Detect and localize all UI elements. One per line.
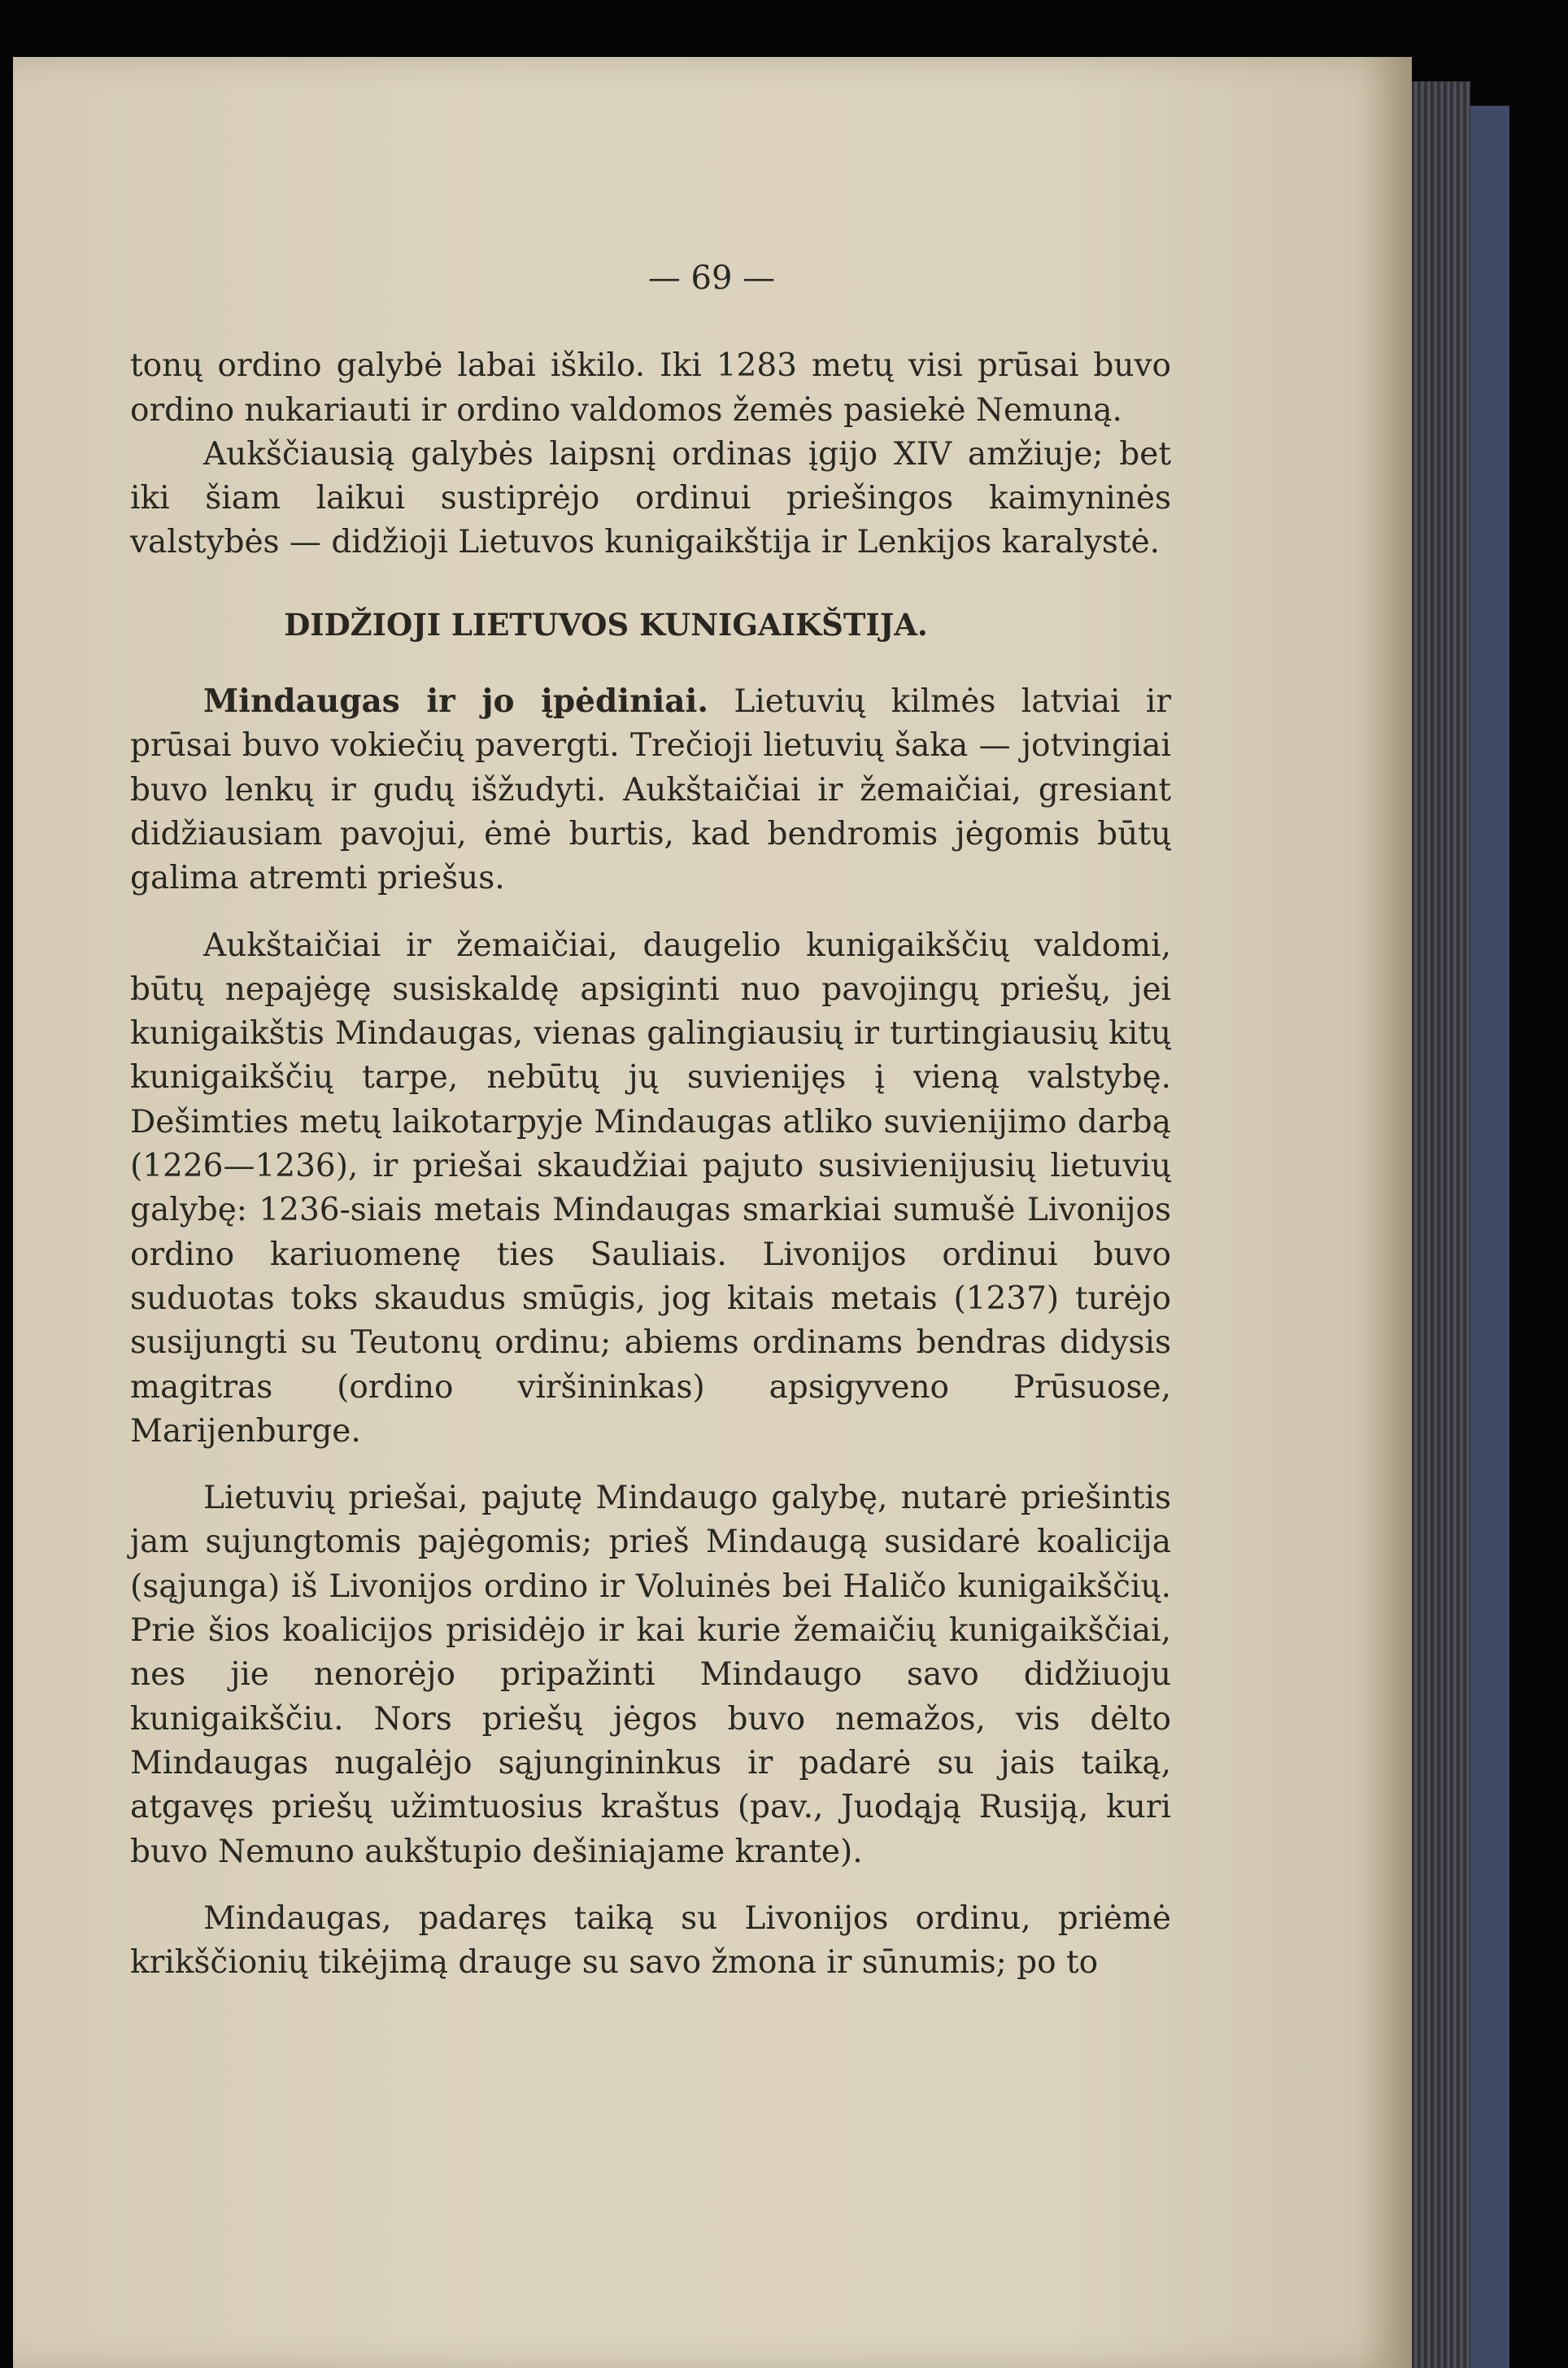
paragraph-intro: tonų ordino galybė labai iškilo. Iki 1283 metų visi prūsai buvo ordino nukariauti ir ordino valdomos žemės pasiekė Nemuną. bbox=[130, 347, 1171, 429]
page-edges bbox=[1412, 81, 1470, 2368]
paragraph-2: Aukščiausią galybės laipsnį ordinas įgijo XIV amžiuje; bet iki šiam laikui sustiprėjo ordinui priešingos kaimyninės valstybės — didžioji Lietuvos kunigaikštija ir Lenkijos karalystė. bbox=[130, 435, 1171, 561]
paragraph-3 bbox=[130, 679, 1171, 901]
section-runin-title: Mindaugas ir jo įpėdiniai. bbox=[203, 682, 708, 721]
page-text-block bbox=[130, 256, 1171, 1985]
section-heading: DIDŽIOJI LIETUVOS KUNIGAIKŠTIJA. bbox=[284, 606, 928, 643]
paragraph-6: Mindaugas, padaręs taiką su Livonijos ordinu, priėmė krikščionių tikėjimą drauge su savo žmona ir sūnumis; po to bbox=[130, 1899, 1171, 1982]
paragraph-4: Aukštaičiai ir žemaičiai, daugelio kunigaikščių valdomi, būtų nepajėgę susiskaldę apsiginti nuo pavojingų priešų, jei kunigaikštis Mindaugas, vienas galingiausių ir turtingiausių kitų kunigaikščių tarpe, nebūtų jų suvienijęs į vieną valstybę. Dešimties metų laikotarpyje Mindaugas atliko suvienijimo darbą (1226—1236), ir priešai skaudžiai pajuto susivienijusių lietuvių galybę: 1236-siais metais Mindaugas smarkiai sumušė Livonijos ordino kariuomenę ties Sauliais. Livonijos ordinui buvo suduotas toks skaudus smūgis, jog kitais metais (1237) turėjo susijungti su Teutonų ordinu; abiems ordinams bendras didysis magitras (ordino viršininkas) apsigyveno Prūsuose, Marijenburge. bbox=[130, 927, 1171, 1450]
paragraph-5: Lietuvių priešai, pajutę Mindaugo galybę, nutarė priešintis jam sujungtomis pajėgomis; prieš Mindaugą susidarė koalicija (sąjunga) iš Livonijos ordino ir Voluinės bei Haličo kunigaikščių. Prie šios koalicijos prisidėjo ir kai kurie žemaičių kunigaikščiai, nes jie nenorėjo pripažinti Mindaugo savo didžiuoju kunigaikščiu. Nors priešų jėgos buvo nemažos, vis dėlto Mindaugas nugalėjo sąjungininkus ir padarė su jais taiką, atgavęs priešų užimtuosius kraštus (pav., Juodąją Rusiją, kuri buvo Nemuno aukštupio dešiniajame krante). bbox=[130, 1480, 1171, 1870]
page-number: — 69 — bbox=[647, 259, 776, 297]
book-cover-edge bbox=[1470, 106, 1509, 2368]
paragraph-3-text: Lietuvių kilmės latviai ir prūsai buvo vokiečių pavergti. Trečioji lietuvių šaka — jotvingiai buvo lenkų ir gudų išžudyti. Aukštaičiai ir žemaičiai, gresiant didžiausiam pavojui, ėmė burtis, kad bendromis jėgomis būtų galima atremti priešus. bbox=[130, 683, 1171, 897]
